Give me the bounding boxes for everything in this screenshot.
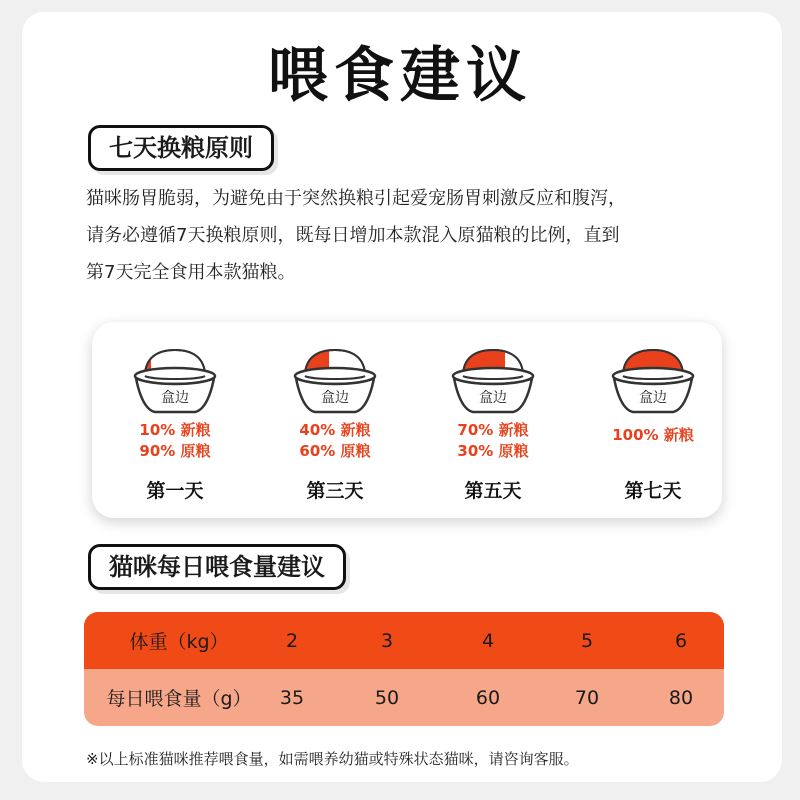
transition-section-title: 七天换粮原则 bbox=[88, 125, 274, 171]
ratio-line: 10% 新粮 bbox=[139, 421, 211, 439]
intro-line: 请务必遵循7天换粮原则，既每日增加本款混入原猫粮的比例，直到 bbox=[86, 225, 620, 246]
bowl-label: 盒边 bbox=[479, 390, 507, 406]
stage-ratio bbox=[96, 420, 254, 462]
food-bowl-icon bbox=[131, 336, 219, 418]
intake-row-label: 每日喂食量（g） bbox=[106, 688, 252, 710]
stage-4 bbox=[574, 322, 732, 518]
weight-row-label: 体重（kg） bbox=[129, 631, 229, 653]
intake-cell: 70 bbox=[574, 686, 600, 709]
food-bowl-icon bbox=[291, 336, 379, 418]
bowl-label: 盒边 bbox=[321, 390, 349, 406]
ratio-line: 60% 原粮 bbox=[299, 442, 371, 460]
weight-cell: 3 bbox=[380, 629, 394, 652]
weight-cell: 6 bbox=[674, 629, 688, 652]
intake-section-title: 猫咪每日喂食量建议 bbox=[88, 544, 346, 590]
transition-intro bbox=[86, 180, 736, 291]
transition-stages-panel bbox=[92, 322, 722, 518]
weight-cell: 2 bbox=[285, 629, 299, 652]
intro-line: 第7天完全食用本款猫粮。 bbox=[86, 262, 296, 283]
weight-cell: 4 bbox=[481, 629, 495, 652]
stage-day-label: 第五天 bbox=[464, 480, 522, 502]
weight-cell: 5 bbox=[580, 629, 594, 652]
footnote: ※以上标准猫咪推荐喂食量，如需喂养幼猫或特殊状态猫咪，请咨询客服。 bbox=[86, 750, 579, 768]
ratio-line: 70% 新粮 bbox=[457, 421, 529, 439]
intake-cell: 60 bbox=[475, 686, 501, 709]
food-bowl-icon bbox=[449, 336, 537, 418]
intake-cell: 35 bbox=[279, 686, 305, 709]
stage-ratio bbox=[256, 420, 414, 462]
ratio-line: 40% 新粮 bbox=[299, 421, 371, 439]
stage-ratio bbox=[574, 425, 732, 446]
page-title: 喂食建议 bbox=[268, 41, 532, 111]
bowl-label: 盒边 bbox=[161, 390, 189, 406]
intake-cell: 80 bbox=[668, 686, 694, 709]
intro-line: 猫咪肠胃脆弱，为避免由于突然换粮引起爱宠肠胃刺激反应和腹泻， bbox=[86, 188, 626, 209]
ratio-line: 30% 原粮 bbox=[457, 442, 529, 460]
food-bowl-icon bbox=[609, 336, 697, 418]
stage-3 bbox=[414, 322, 572, 518]
intake-row bbox=[84, 669, 724, 726]
stage-day-label: 第七天 bbox=[624, 480, 682, 502]
weight-row bbox=[84, 612, 724, 669]
stage-1 bbox=[96, 322, 254, 518]
ratio-line: 100% 新粮 bbox=[612, 426, 694, 444]
stage-2 bbox=[256, 322, 414, 518]
bowl-label: 盒边 bbox=[639, 390, 667, 406]
stage-day-label: 第三天 bbox=[306, 480, 364, 502]
feeding-table bbox=[84, 612, 724, 726]
intake-cell: 50 bbox=[374, 686, 400, 709]
stage-day-label: 第一天 bbox=[146, 480, 204, 502]
ratio-line: 90% 原粮 bbox=[139, 442, 211, 460]
stage-ratio bbox=[414, 420, 572, 462]
